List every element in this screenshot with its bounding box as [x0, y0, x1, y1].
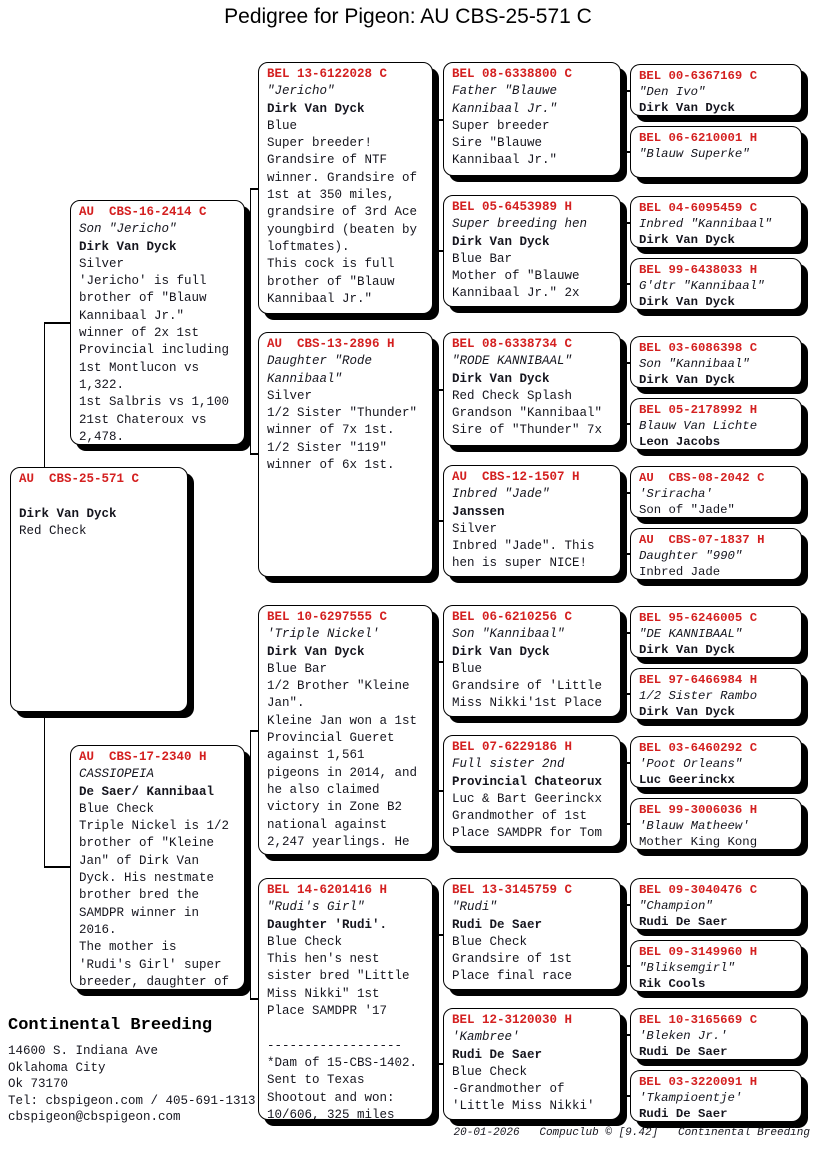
- fancier-name: Rudi De Saer: [639, 1045, 728, 1059]
- connector-line: [433, 998, 437, 1000]
- fancier-name: Dirk Van Dyck: [79, 239, 177, 254]
- pigeon-name: 1/2 Sister Rambo: [639, 689, 758, 703]
- note-line: he also claimed: [267, 782, 380, 797]
- connector-line: [624, 904, 625, 967]
- pigeon-name: Son "Jericho": [79, 222, 177, 237]
- pedigree-box-sdd: [443, 465, 621, 577]
- ring-number: BEL 08-6338800 C: [452, 67, 573, 81]
- note-line: Mother King Kong: [639, 835, 758, 849]
- pedigree-box-ss: [258, 62, 433, 314]
- connector-line: [250, 453, 258, 455]
- loft-name: Continental Breeding: [8, 1016, 213, 1035]
- fancier-name: Rudi De Saer: [452, 1047, 543, 1062]
- ring-number: AU CBS-13-2896 H: [267, 337, 395, 351]
- pedigree-box-dsds: [630, 736, 802, 788]
- note-line: Grandsire of 1st: [452, 952, 573, 967]
- pigeon-name: 'Triple Nickel': [267, 627, 380, 642]
- pedigree-box-sssd: [630, 126, 802, 178]
- note-line: *Dam of 15-CBS-1402.: [267, 1055, 418, 1070]
- note-line: Kannibaal Jr." 2x: [452, 286, 580, 301]
- connector-line: [250, 730, 251, 1000]
- ring-number: BEL 13-6122028 C: [267, 67, 388, 81]
- pigeon-name: 'Poot Orleans": [639, 757, 743, 771]
- note-line: Kannibaal Jr.": [452, 153, 558, 168]
- pedigree-box-sdds: [630, 466, 802, 518]
- note-line: breeder, daughter of: [79, 974, 230, 989]
- note-line: Blue Check: [452, 934, 528, 949]
- pedigree-box-sd: [258, 332, 433, 577]
- ring-number: BEL 00-6367169 C: [639, 69, 758, 83]
- pedigree-box-dds: [443, 878, 621, 990]
- note-line: 2016.: [79, 922, 117, 937]
- address-line-3: Ok 73170: [8, 1077, 69, 1091]
- fancier-name: Dirk Van Dyck: [452, 371, 550, 386]
- ring-number: BEL 14-6201416 H: [267, 883, 388, 897]
- connector-line: [44, 322, 70, 324]
- pedigree-box-ssds: [630, 196, 802, 248]
- note-line: victory in Zone B2: [267, 800, 403, 815]
- pigeon-name: 'Tkampioentje': [639, 1091, 743, 1105]
- note-line: Grandmother of 1st: [452, 809, 588, 824]
- fancier-name: Daughter 'Rudi'.: [267, 917, 388, 932]
- note-line: Inbred "Jade". This: [452, 539, 595, 554]
- note-line: Sire of "Thunder" 7x: [452, 423, 603, 438]
- note-line: Red Check Splash: [452, 388, 573, 403]
- note-line: This hen's nest: [267, 952, 380, 967]
- note-line: Son of "Jade": [639, 503, 735, 517]
- ring-number: AU CBS-16-2414 C: [79, 205, 207, 219]
- note-line: Kleine Jan won a 1st: [267, 713, 418, 728]
- note-line: brother bred the: [79, 888, 200, 903]
- ring-number: BEL 10-3165669 C: [639, 1013, 758, 1027]
- note-line: Blue: [267, 118, 298, 133]
- note-line: Jan" of Dirk Van: [79, 853, 200, 868]
- pedigree-box-sddd: [630, 528, 802, 580]
- pedigree-box-dsd: [443, 735, 621, 847]
- pigeon-name: Son "Kannibaal": [452, 627, 565, 642]
- ring-number: AU CBS-07-1837 H: [639, 533, 765, 547]
- fancier-name: Dirk Van Dyck: [19, 506, 117, 521]
- pigeon-name: 'Bleken Jr.': [639, 1029, 728, 1043]
- pigeon-name: "RODE KANNIBAAL": [452, 354, 573, 369]
- pedigree-box-sss: [443, 62, 621, 176]
- pedigree-box-dssd: [630, 668, 802, 720]
- note-line: loftmates).: [267, 239, 350, 254]
- pedigree-box-dsdd: [630, 798, 802, 850]
- note-line: winner of 7x 1st.: [267, 423, 395, 438]
- fancier-name: Rudi De Saer: [452, 917, 543, 932]
- note-line: brother of "Kleine: [79, 836, 215, 851]
- connector-line: [433, 453, 437, 455]
- email-line: cbspigeon@cbspigeon.com: [8, 1110, 181, 1124]
- note-line: Silver: [79, 256, 125, 271]
- pedigree-box-sdsd: [630, 398, 802, 450]
- note-line: 1st Montlucon vs: [79, 360, 200, 375]
- connector-line: [437, 389, 438, 522]
- ring-number: BEL 04-6095459 C: [639, 201, 758, 215]
- fancier-name: Rudi De Saer: [639, 1107, 728, 1121]
- pedigree-box-dddd: [630, 1070, 802, 1122]
- note-line: 2,247 yearlings. He: [267, 834, 410, 849]
- fancier-name: Leon Jacobs: [639, 435, 721, 449]
- note-line: hen is super NICE!: [452, 556, 588, 571]
- note-line: winner. Grandsire of: [267, 170, 418, 185]
- note-line: Place SAMDPR '17: [267, 1004, 388, 1019]
- pigeon-name: 'Blauw Matheew': [639, 819, 750, 833]
- page-title: Pedigree for Pigeon: AU CBS-25-571 C: [224, 5, 592, 28]
- note-line: Mother of "Blauwe: [452, 269, 580, 284]
- fancier-name: Dirk Van Dyck: [267, 101, 365, 116]
- note-line: winner of 2x 1st: [79, 326, 200, 341]
- pigeon-name: CASSIOPEIA: [79, 767, 155, 782]
- pedigree-box-ddsd: [630, 940, 802, 992]
- pedigree-box-ddds: [630, 1008, 802, 1060]
- pigeon-name: 'Kambree': [452, 1030, 520, 1045]
- note-line: Triple Nickel is 1/2: [79, 819, 230, 834]
- phone-line: Tel: cbspigeon.com / 405-691-1313: [8, 1093, 256, 1108]
- note-line: SAMDPR winner in: [79, 905, 200, 920]
- pigeon-name: "Champion": [639, 899, 713, 913]
- connector-line: [433, 187, 437, 189]
- ring-number: BEL 09-3040476 C: [639, 883, 758, 897]
- fancier-name: Dirk Van Dyck: [639, 295, 735, 309]
- note-line: Jan".: [267, 696, 305, 711]
- note-line: Provincial Gueret: [267, 731, 395, 746]
- ring-number: BEL 12-3120030 H: [452, 1013, 573, 1027]
- pedigree-box-d: [70, 745, 245, 990]
- ring-number: BEL 03-6086398 C: [639, 341, 758, 355]
- ring-number: BEL 06-6210001 H: [639, 131, 758, 145]
- fancier-name: De Saer/ Kannibaal: [79, 784, 215, 799]
- pigeon-name: "Bliksemgirl": [639, 961, 735, 975]
- pigeon-name: "Den Ivo": [639, 85, 706, 99]
- connector-line: [624, 632, 625, 695]
- pigeon-name: G'dtr "Kannibaal": [639, 279, 765, 293]
- report-footnote: 20-01-2026 Compuclub © [9.42] Continental Breeding: [453, 1127, 810, 1139]
- note-line: Inbred Jade: [639, 565, 721, 579]
- note-line: [267, 1020, 428, 1037]
- connector-line: [621, 388, 624, 390]
- connector-line: [437, 661, 438, 792]
- note-line: [19, 488, 183, 505]
- connector-line: [621, 250, 624, 252]
- connector-line: [624, 90, 625, 153]
- ring-number: BEL 03-6460292 C: [639, 741, 758, 755]
- pigeon-name: Daughter "Rode: [267, 354, 373, 369]
- note-line: 1/2 Sister "Thunder": [267, 406, 418, 421]
- connector-line: [250, 998, 258, 1000]
- note-line: The mother is: [79, 940, 177, 955]
- note-line: Blue Check: [267, 934, 343, 949]
- note-line: 1st Salbris vs 1,100: [79, 395, 230, 410]
- note-line: pigeons in 2014, and: [267, 765, 418, 780]
- note-line: Kannibaal Jr.": [79, 308, 185, 323]
- note-line: Sire "Blauwe: [452, 136, 543, 151]
- pedigree-box-sdss: [630, 336, 802, 388]
- note-line: Miss Nikki'1st Place: [452, 696, 603, 711]
- note-line: Grandson "Kannibaal": [452, 406, 603, 421]
- note-line: winner of 6x 1st.: [267, 458, 395, 473]
- connector-line: [621, 520, 624, 522]
- ring-number: AU CBS-12-1507 H: [452, 470, 580, 484]
- pigeon-name: Son "Kannibaal": [639, 357, 750, 371]
- note-line: Grandsire of NTF: [267, 153, 388, 168]
- connector-line: [437, 934, 438, 1065]
- ring-number: AU CBS-25-571 C: [19, 472, 140, 486]
- connector-line: [245, 321, 250, 323]
- note-line: 1st at 350 miles,: [267, 188, 395, 203]
- connector-line: [621, 1063, 624, 1065]
- note-line: Red Check: [19, 523, 87, 538]
- note-line: ------------------: [267, 1038, 403, 1053]
- note-line: 10/606, 325 miles: [267, 1107, 395, 1120]
- pigeon-name: "Rudi's Girl": [267, 900, 365, 915]
- pedigree-box-subject: [10, 467, 188, 712]
- note-line: Sent to Texas: [267, 1073, 365, 1088]
- note-line: Blue: [452, 661, 483, 676]
- note-line: Blue Check: [452, 1064, 528, 1079]
- ring-number: AU CBS-17-2340 H: [79, 750, 207, 764]
- pedigree-box-ds: [258, 605, 433, 855]
- note-line: sister bred "Little: [267, 969, 410, 984]
- connector-line: [250, 188, 258, 190]
- note-line: Blue Bar: [452, 251, 513, 266]
- connector-line: [624, 222, 625, 285]
- pedigree-box-ssdd: [630, 258, 802, 310]
- pigeon-name: 'Sriracha': [639, 487, 713, 501]
- note-line: Shootout and won:: [267, 1090, 395, 1105]
- pigeon-name: "DE KANNIBAAL": [639, 627, 743, 641]
- ring-number: BEL 10-6297555 C: [267, 610, 388, 624]
- ring-number: BEL 08-6338734 C: [452, 337, 573, 351]
- pigeon-name: Kannibaal Jr.": [452, 101, 558, 116]
- pigeon-name: Father "Blauwe: [452, 84, 558, 99]
- note-line: brother of "Blauw: [267, 274, 395, 289]
- connector-line: [437, 119, 438, 252]
- note-line: Provincial including: [79, 343, 230, 358]
- pigeon-name: "Blauw Superke": [639, 147, 750, 161]
- ring-number: BEL 13-3145759 C: [452, 883, 573, 897]
- ring-number: BEL 06-6210256 C: [452, 610, 573, 624]
- ring-number: BEL 99-6438033 H: [639, 263, 758, 277]
- fancier-name: Dirk Van Dyck: [639, 373, 735, 387]
- note-line: Kannibaal Jr.": [267, 291, 373, 306]
- note-line: 1/2 Brother "Kleine: [267, 679, 410, 694]
- connector-line: [624, 362, 625, 425]
- pedigree-box-ddd: [443, 1008, 621, 1120]
- ring-number: BEL 97-6466984 H: [639, 673, 758, 687]
- ring-number: BEL 05-2178992 H: [639, 403, 758, 417]
- pedigree-box-ddss: [630, 878, 802, 930]
- ring-number: BEL 99-3006036 H: [639, 803, 758, 817]
- note-line: Place final race: [452, 969, 573, 984]
- ring-number: BEL 95-6246005 C: [639, 611, 758, 625]
- pedigree-box-dd: [258, 878, 433, 1120]
- note-line: This cock is full: [267, 257, 395, 272]
- note-line: Miss Nikki" 1st: [267, 986, 380, 1001]
- pedigree-box-ssd: [443, 195, 621, 307]
- address-line-1: 14600 S. Indiana Ave: [8, 1044, 159, 1058]
- note-line: Blue Check: [79, 801, 155, 816]
- note-line: against 1,561: [267, 748, 365, 763]
- fancier-name: Janssen: [452, 504, 505, 519]
- note-line: grandsire of 3rd Ace: [267, 205, 418, 220]
- fancier-name: Dirk Van Dyck: [267, 644, 365, 659]
- ring-number: BEL 07-6229186 H: [452, 740, 573, 754]
- ring-number: AU CBS-08-2042 C: [639, 471, 765, 485]
- note-line: Blue Bar: [267, 661, 328, 676]
- pigeon-name: "Jericho": [267, 84, 335, 99]
- fancier-name: Dirk Van Dyck: [452, 234, 550, 249]
- fancier-name: Dirk Van Dyck: [639, 643, 735, 657]
- note-line: 1,322.: [79, 377, 125, 392]
- fancier-name: Dirk Van Dyck: [639, 705, 735, 719]
- note-line: youngbird (beaten by: [267, 222, 418, 237]
- fancier-name: Rik Cools: [639, 977, 706, 991]
- note-line: Dyck. His nestmate: [79, 871, 215, 886]
- pigeon-name: Super breeding hen: [452, 217, 588, 232]
- connector-line: [621, 933, 624, 935]
- fancier-name: Dirk Van Dyck: [639, 233, 735, 247]
- pedigree-box-dss: [443, 605, 621, 717]
- loft-contact-block: [8, 1016, 256, 1126]
- note-line: -Grandmother of: [452, 1082, 565, 1097]
- connector-line: [250, 188, 251, 455]
- note-line: brother of "Blauw: [79, 291, 207, 306]
- connector-line: [44, 866, 70, 868]
- pigeon-name: Full sister 2nd: [452, 757, 565, 772]
- ring-number: BEL 05-6453989 H: [452, 200, 573, 214]
- pedigree-box-ssss: [630, 64, 802, 116]
- note-line: 'Jericho' is full: [79, 274, 207, 289]
- pedigree-box-sds: [443, 332, 621, 446]
- connector-line: [621, 660, 624, 662]
- fancier-name: Luc Geerinckx: [639, 773, 735, 787]
- connector-line: [621, 790, 624, 792]
- note-line: Silver: [267, 388, 313, 403]
- note-line: national against: [267, 817, 388, 832]
- fancier-name: Dirk Van Dyck: [639, 101, 735, 115]
- pigeon-name: "Rudi": [452, 900, 498, 915]
- pigeon-name: Inbred "Jade": [452, 487, 550, 502]
- fancier-name: Provincial Chateorux: [452, 774, 603, 789]
- note-line: Luc & Bart Geerinckx: [452, 791, 603, 806]
- connector-line: [621, 118, 624, 120]
- fancier-name: Rudi De Saer: [639, 915, 728, 929]
- address-line-2: Oklahoma City: [8, 1060, 106, 1075]
- note-line: Super breeder!: [267, 136, 373, 151]
- note-line: 2,478.: [79, 429, 125, 444]
- connector-line: [624, 762, 625, 825]
- note-line: Super breeder: [452, 118, 550, 133]
- note-line: Grandsire of 'Little: [452, 679, 603, 694]
- note-line: 'Rudi's Girl' super: [79, 957, 222, 972]
- connector-line: [433, 729, 437, 731]
- note-line: 1/2 Sister "119": [267, 440, 388, 455]
- pedigree-box-dsss: [630, 606, 802, 658]
- pedigree-box-s: [70, 200, 245, 445]
- pigeon-name: Blauw Van Lichte: [639, 419, 758, 433]
- connector-line: [245, 866, 250, 868]
- note-line: Silver: [452, 521, 498, 536]
- ring-number: BEL 03-3220091 H: [639, 1075, 758, 1089]
- connector-line: [624, 492, 625, 555]
- note-line: 21st Chateroux vs: [79, 412, 207, 427]
- pigeon-name: Inbred "Kannibaal": [639, 217, 772, 231]
- connector-line: [624, 1034, 625, 1097]
- pigeon-name: Daughter "990": [639, 549, 743, 563]
- ring-number: BEL 09-3149960 H: [639, 945, 758, 959]
- note-line: Place SAMDPR for Tom: [452, 826, 603, 841]
- fancier-name: Dirk Van Dyck: [452, 644, 550, 659]
- note-line: 'Little Miss Nikki': [452, 1099, 595, 1114]
- connector-line: [250, 730, 258, 732]
- pigeon-name: Kannibaal": [267, 371, 343, 386]
